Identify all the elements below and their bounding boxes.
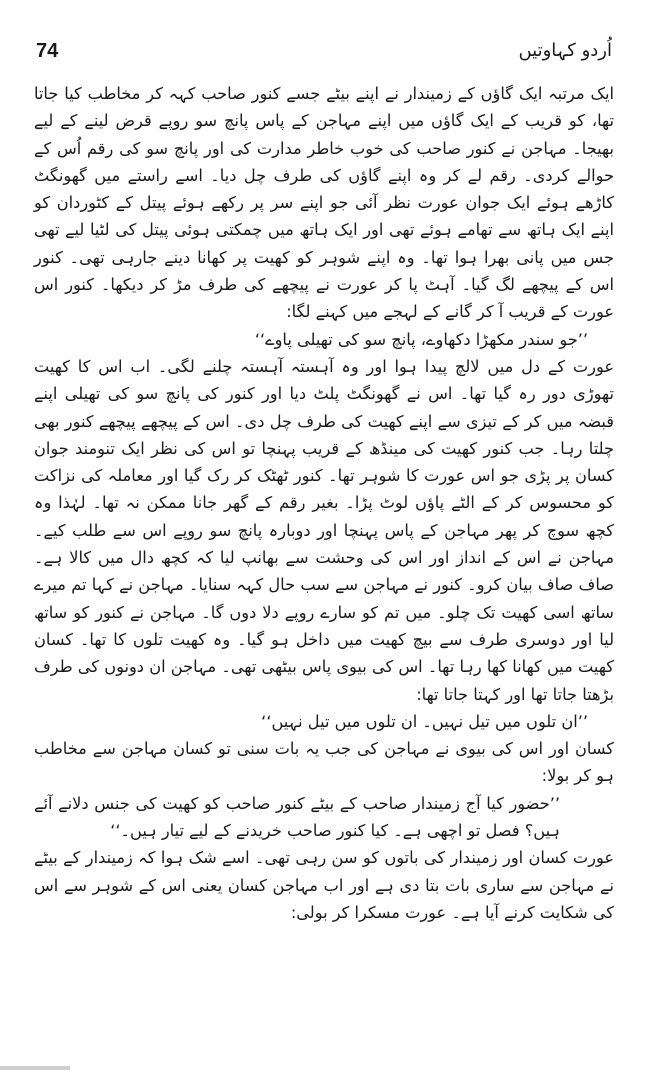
page-header: [36, 40, 612, 70]
body-paragraph: عورت کے دل میں لالچ پیدا ہوا اور وہ آہستہ آہستہ چلنے لگی۔ اب اس کا کھیت تھوڑی دور رہ گیا تھا۔ اس نے گھونگٹ پلٹ دیا اور کنور کی پانچ سو کی تھیلی اپنے قبضہ میں کر کے تیزی سے اپنے کھیت کی طرف چل دی۔ اس کے پیچھے پیچھے کنور بھی چلتا رہا۔ جب کنور کھیت کی مینڈھ کے قریب پہنچا تو اس کی نظر ایک تنومند جوان کسان پر پڑی جو اس عورت کا شوہر تھا۔ کنور ٹھٹک کر رک گیا اور معاملہ کی نزاکت کو محسوس کر کے الٹے پاؤں لوٹ پڑا۔ بغیر رقم کے گھر جانا ممکن نہ تھا۔ لہٰذا وہ کچھ سوچ کر پھر مہاجن کے پاس پہنچا اور دوبارہ پانچ سو روپے اس سے طلب کیے۔ مہاجن نے اس کے انداز اور اس کی وحشت سے بھانپ لیا کہ کچھ دال میں کالا ہے۔ صاف صاف بیان کرو۔ کنور نے مہاجن سے سب حال کہہ سنایا۔ مہاجن نے کہا تم میرے ساتھ اسی کھیت تک چلو۔ میں تم کو سارے روپے دلا دوں گا۔ مہاجن نے کنور کو ساتھ لیا اور دوسری طرف سے بیچ کھیت میں داخل ہو گیا۔ وہ کھیت تلوں کا تھا۔ کسان کھیت میں کھانا کھا رہا تھا۔ اس کی بیوی پاس بیٹھی تھی۔ مہاجن ان دونوں کی طرف بڑھتا جاتا تھا اور کہتا جاتا تھا:: [34, 356, 614, 704]
page-body: [34, 80, 614, 1010]
dialogue-paragraph: ’’حضور کیا آج زمیندار صاحب کے بیٹے کنور صاحب کو کھیت کی جنس دلانے آئے ہیں؟ فصل تو اچھی ہے۔ کیا کنور صاحب خریدنے کے لیے تیار ہیں۔‘‘: [34, 793, 560, 841]
body-paragraph: عورت کسان اور زمیندار کی باتوں کو سن رہی تھی۔ اسے شک ہوا کہ زمیندار کے بیٹے نے مہاجن سے ساری بات بتا دی ہے اور اب مہاجن کسان یعنی اس کے شوہر سے اس کی شکایت کرنے آیا ہے۔ عورت مسکرا کر بولی:: [34, 848, 614, 922]
footer-rule: [0, 1066, 70, 1070]
quoted-verse: ’’ان تلوں میں تیل نہیں۔ ان تلوں میں تیل نہیں‘‘: [261, 711, 588, 731]
quoted-verse: ’’جو سندر مکھڑا دکھاوے، پانچ سو کی تھیلی پاوے‘‘: [254, 329, 588, 349]
running-head: اُردو کہاوتیں: [518, 40, 612, 61]
page-number: 74: [36, 40, 59, 62]
body-paragraph: ایک مرتبہ ایک گاؤں کے زمیندار نے اپنے بیٹے جسے کنور صاحب کہہ کر مخاطب کیا جاتا تھا، کو قریب کے ایک گاؤں میں اپنے مہاجن کے پاس پانچ سو روپے قرض لینے کے لیے بھیجا۔ مہاجن نے کنور صاحب کی خوب خاطر مدارت کی اور پانچ سو کی رقم اُس کے حوالے کردی۔ رقم لے کر وہ اپنے گاؤں کی طرف چل دیا۔ اسے راستے میں گھونگٹ کاڑھے ہوئے ایک جوان عورت نظر آئی جو اپنے سر پر رکھے ہوئے پیتل کے کٹوردان کو اپنے ایک ہاتھ سے تھامے ہوئے تھی اور ایک ہاتھ میں چمکتی ہوئی پیتل کی لٹیا لیے تھی جس میں پانی بھرا ہوا تھا۔ وہ اپنے شوہر کو کھیت پر کھانا دینے جارہی تھی۔ کنور اس کے پیچھے لگ گیا۔ آہٹ پا کر عورت نے پیچھے کی طرف مڑ کر دیکھا۔ کنور اس عورت کے قریب آ کر گانے کے لہجے میں کہنے لگا:: [34, 84, 614, 322]
body-paragraph: کسان اور اس کی بیوی نے مہاجن کی جب یہ بات سنی تو کسان مہاجن سے مخاطب ہو کر بولا:: [34, 739, 614, 786]
